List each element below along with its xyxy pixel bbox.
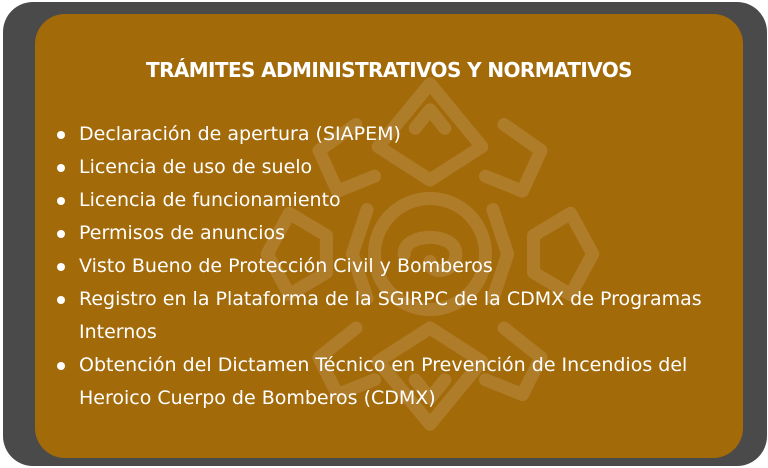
card-title: TRÁMITES ADMINISTRATIVOS Y NORMATIVOS: [146, 58, 632, 82]
list-item: [55, 118, 715, 151]
bullet-icon: [57, 131, 65, 139]
list-item-text: Registro en la Plataforma de la SGIRPC de la CDMX de Programas Internos: [79, 288, 702, 343]
outer-frame: [3, 2, 767, 466]
bullet-icon: [57, 164, 65, 172]
bullet-icon: [57, 263, 65, 271]
list-item: [55, 349, 715, 415]
list-item-text: Licencia de uso de suelo: [79, 156, 313, 178]
list-item: [55, 151, 715, 184]
list-item-text: Obtención del Dictamen Técnico en Prevención de Incendios del Heroico Cuerpo de Bomberos (CDMX): [79, 354, 688, 409]
bullet-icon: [57, 362, 65, 370]
list-item: [55, 217, 715, 250]
bullet-icon: [57, 197, 65, 205]
list-item: [55, 283, 715, 349]
list-item-text: Licencia de funcionamiento: [79, 189, 341, 211]
bullet-icon: [57, 230, 65, 238]
requirements-list: [55, 118, 715, 415]
list-item-text: Declaración de apertura (SIAPEM): [79, 123, 401, 145]
list-item: [55, 184, 715, 217]
bullet-icon: [57, 296, 65, 304]
info-card: [35, 14, 743, 458]
list-item: [55, 250, 715, 283]
list-item-text: Permisos de anuncios: [79, 222, 286, 244]
list-item-text: Visto Bueno de Protección Civil y Bomberos: [79, 255, 493, 277]
